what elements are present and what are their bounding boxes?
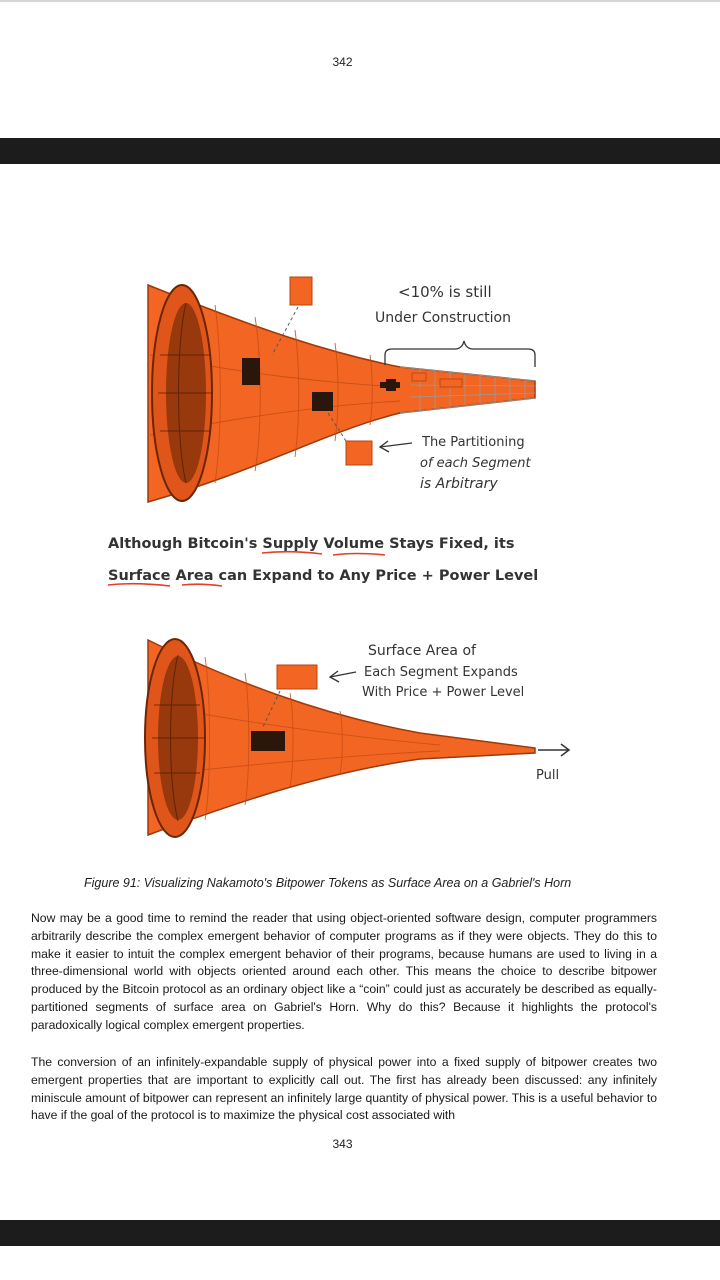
label-surface-area-3: With Price + Power Level [362,685,525,700]
label-surface-area-2: Each Segment Expands [364,665,518,680]
figure-91 [0,245,720,865]
page-number-bottom: 343 [332,1137,353,1151]
page-separator-bar-bottom [0,1220,720,1246]
label-under-construction-2: Under Construction [375,310,511,326]
label-surface-area-1: Surface Area of [368,643,476,659]
headline-line-1: Although Bitcoin's Supply Volume Stays Fixed, its [108,536,515,552]
page-separator-bar [0,138,720,164]
figure-caption: Figure 91: Visualizing Nakamoto's Bitpower Tokens as Surface Area on a Gabriel's Horn [84,876,572,890]
page-top-border [0,0,720,2]
headline-line-2: Surface Area can Expand to Any Price + Power Level [108,568,539,584]
page-number-top: 342 [332,55,353,69]
body-paragraph-1: Now may be a good time to remind the reader that using object-oriented software design, computer programmers arbitrarily describe the complex emergent behavior of computer programs as if they were objects. They do this to make it easier to intuit the complex emergent behavior of their programs, because humans are used to living in a three-dimensional world with objects oriented around each other. This means the choice to describe bitpower produced by the Bitcoin protocol as an ordinary object like a “coin” could just as accurately be described as equally-partitioned segments of surface area on Gabriel's Horn. Why do this? Because it highlights the protocol's paradoxically logical complex emergent properties. [31,911,657,1032]
label-pull: Pull [536,768,560,783]
label-partitioning-2: of each Segment [420,456,531,471]
body-paragraph-2: The conversion of an infinitely-expandable supply of physical power into a fixed supply of bitpower creates two emergent properties that are important to explicitly call out. The first has already been discussed: any infinitely miniscule amount of bitpower can represent an infinitely large quantity of physical power. This is a useful behavior to have if the goal of the protocol is to maximize the physical cost associated with [31,1055,657,1123]
gabriels-horn-illustration [0,245,720,865]
label-under-construction-1: <10% is still [398,283,492,301]
label-partitioning-1: The Partitioning [422,435,525,450]
label-partitioning-3: is Arbitrary [420,476,498,492]
